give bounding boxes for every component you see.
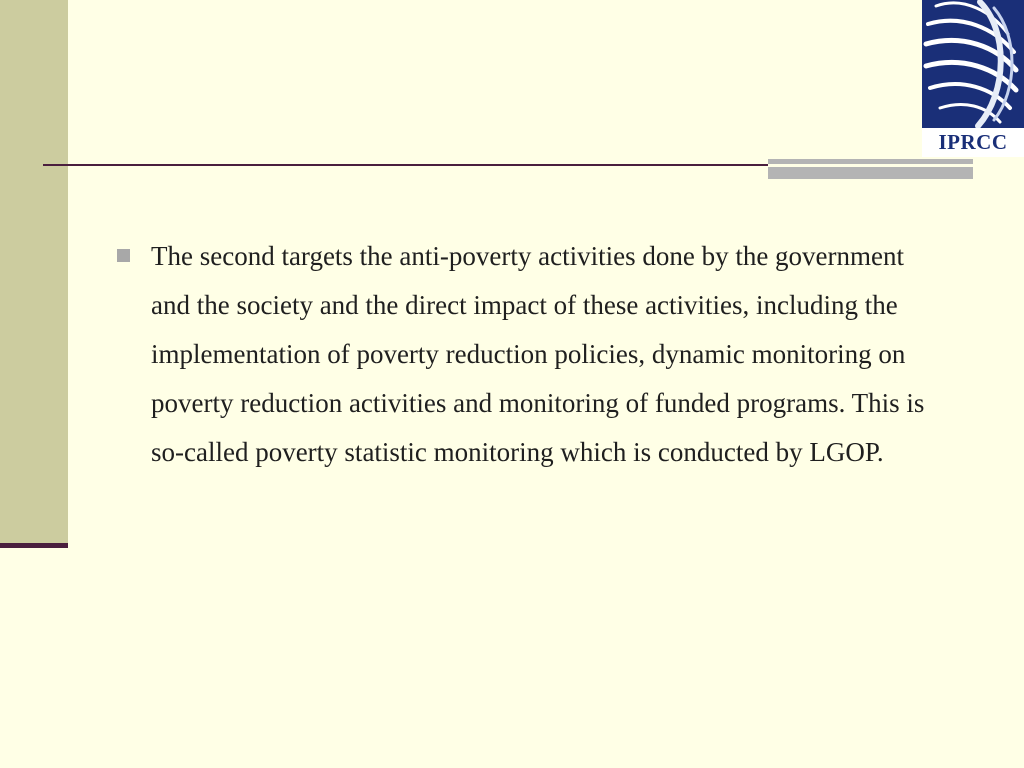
globe-icon: [922, 0, 1024, 130]
left-decorative-band: [0, 0, 68, 545]
slide-body: [115, 232, 945, 477]
square-bullet-icon: [117, 249, 130, 262]
logo-label: IPRCC: [922, 128, 1024, 157]
iprcc-logo: [922, 0, 1024, 157]
left-band-rule: [0, 543, 68, 548]
title-accent-bar: [768, 159, 973, 179]
bullet-item: [115, 232, 945, 477]
bullet-text: The second targets the anti-poverty activities done by the government and the society and the direct impact of these activities, including the implementation of poverty reduction policies, dynamic monitoring on poverty reduction activities and monitoring of funded programs. This is so-called poverty statistic monitoring which is conducted by LGOP.: [151, 241, 925, 467]
